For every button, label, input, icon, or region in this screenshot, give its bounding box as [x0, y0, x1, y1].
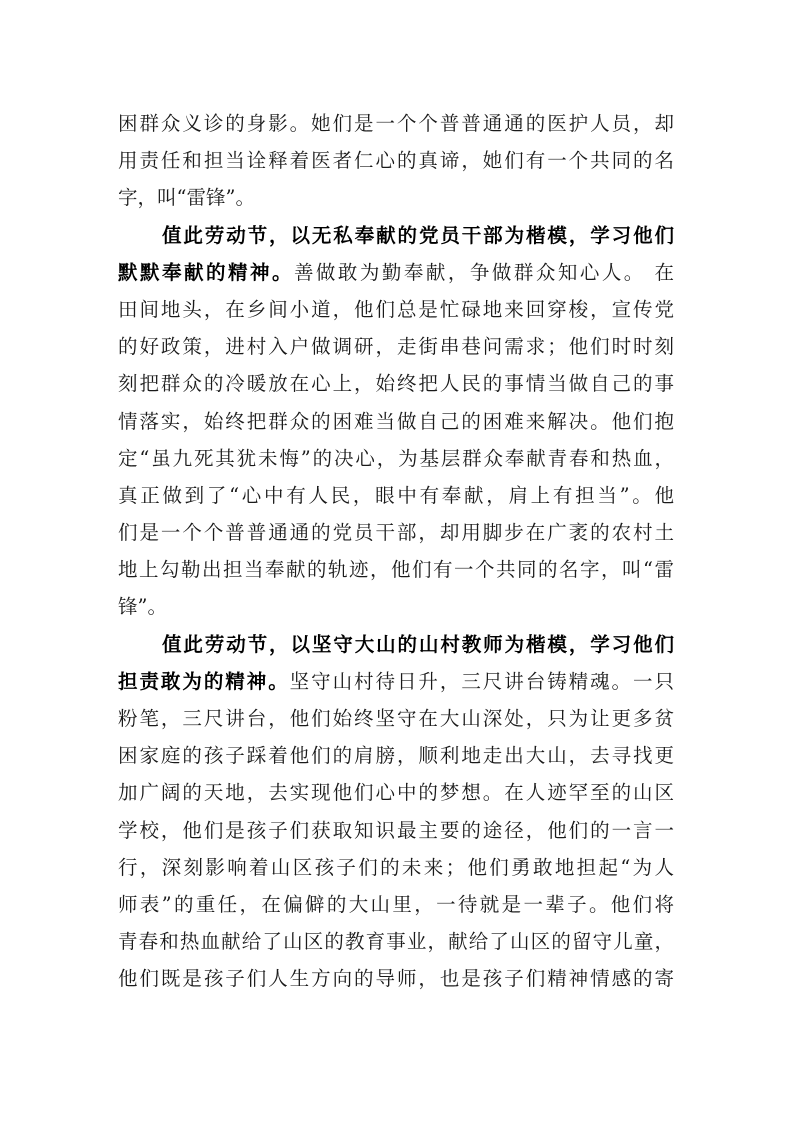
body-text: 刻把群众的冷暖放在心上，始终把人民的事情当做自己的事 — [118, 372, 674, 396]
document-body — [118, 105, 674, 998]
text-line — [118, 812, 674, 849]
bold-heading-text: 值此劳动节，以坚守大山的山村教师为楷模，学习他们 — [162, 632, 674, 656]
body-text: 粉笔，三尺讲台，他们始终坚守在大山深处，只为让更多贫 — [118, 707, 674, 730]
text-line — [118, 217, 674, 254]
body-text: 们是一个个普普通通的党员干部，却用脚步在广袤的农村土 — [118, 521, 674, 545]
body-text: 善做敢为勤奉献，争做群众知心人。 在 — [293, 260, 674, 284]
text-line — [118, 179, 674, 216]
body-text: 师表”的重任，在偏僻的大山里，一待就是一辈子。他们将 — [118, 892, 674, 916]
body-text: 锋”。 — [118, 595, 167, 619]
text-line — [118, 440, 674, 477]
text-line — [118, 291, 674, 328]
paragraph — [118, 105, 674, 217]
text-line — [118, 960, 674, 997]
body-text: 情落实，始终把群众的困难当做自己的困难来解决。他们抱 — [118, 409, 674, 433]
text-line — [118, 403, 674, 440]
text-line — [118, 551, 674, 588]
body-text: 用责任和担当诠释着医者仁心的真谛，她们有一个共同的名 — [118, 149, 674, 173]
text-line — [118, 328, 674, 365]
body-text: 困家庭的孩子踩着他们的肩膀，顺利地走出大山，去寻找更 — [118, 744, 674, 768]
text-line — [118, 588, 674, 625]
body-text: 田间地头，在乡间小道，他们总是忙碌地来回穿梭，宣传党 — [118, 297, 674, 321]
body-text: 加广阔的天地，去实现他们心中的梦想。在人迹罕至的山区 — [118, 781, 674, 805]
body-text: 青春和热血献给了山区的教育事业，献给了山区的留守儿童， — [118, 930, 674, 954]
paragraph — [118, 217, 674, 626]
body-text: 行，深刻影响着山区孩子们的未来；他们勇敢地担起“为人 — [118, 855, 674, 879]
text-line — [118, 365, 674, 402]
body-text: 坚守山村待日升，三尺讲台铸精魂。一只 — [289, 669, 674, 693]
text-line — [118, 774, 674, 811]
text-line — [118, 923, 674, 960]
body-text: 定“虽九死其犹未悔”的决心，为基层群众奉献青春和热血， — [118, 446, 674, 470]
body-text: 字，叫“雷锋”。 — [118, 186, 255, 210]
body-text: 的好政策，进村入户做调研，走街串巷问需求；他们时时刻 — [118, 335, 674, 359]
body-text: 真正做到了“心中有人民，眼中有奉献，肩上有担当”。他 — [118, 483, 674, 507]
text-line — [118, 700, 674, 737]
text-line — [118, 105, 674, 142]
text-line — [118, 849, 674, 886]
text-line — [118, 626, 674, 663]
text-line — [118, 886, 674, 923]
bold-heading-text: 值此劳动节，以无私奉献的党员干部为楷模，学习他们 — [162, 223, 674, 247]
text-line — [118, 514, 674, 551]
body-text: 他们既是孩子们人生方向的导师，也是孩子们精神情感的寄 — [118, 967, 674, 991]
text-line — [118, 254, 674, 291]
bold-heading-text: 默默奉献的精神。 — [118, 260, 294, 284]
bold-heading-text: 担责敢为的精神。 — [118, 669, 290, 693]
body-text: 困群众义诊的身影。她们是一个个普普通通的医护人员，却 — [118, 112, 674, 135]
text-line — [118, 737, 674, 774]
body-text: 地上勾勒出担当奉献的轨迹，他们有一个共同的名字，叫“雷 — [118, 558, 674, 582]
body-text: 学校，他们是孩子们获取知识最主要的途径，他们的一言一 — [118, 818, 674, 842]
text-line — [118, 663, 674, 700]
paragraph — [118, 626, 674, 998]
text-line — [118, 142, 674, 179]
text-line — [118, 477, 674, 514]
